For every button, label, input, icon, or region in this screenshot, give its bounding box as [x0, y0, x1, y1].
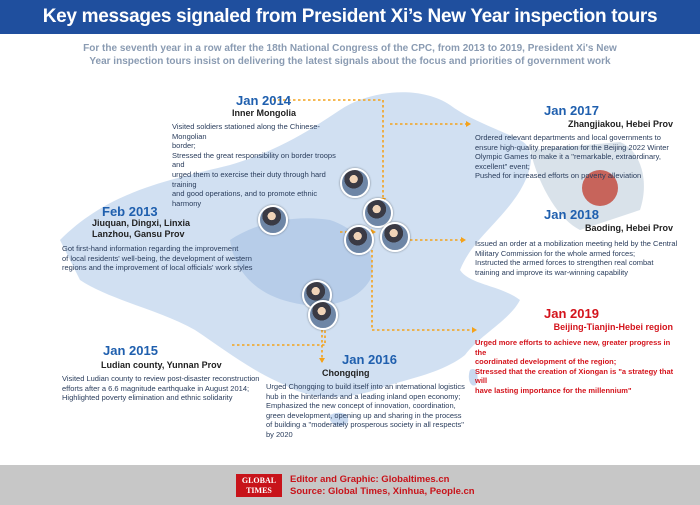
event-description: Issued an order at a mobilization meeting held by the Central Military Commission for the whole armed forces; Instructed the armed forces to strengthen real combat training and improve its war-winning capability [475, 239, 678, 277]
footer [0, 465, 700, 505]
photo-gansu [258, 205, 288, 235]
photo-beijing-tianjin-hebei [380, 222, 410, 252]
subtitle [60, 42, 640, 68]
event-date: Jan 2019 [544, 306, 599, 321]
timeline-map [0, 70, 700, 465]
subtitle-line: For the seventh year in a row after the 18th National Congress of the CPC, from 2013 to 2019, President Xi's New [83, 43, 617, 54]
event-description: Visited Ludian county to review post-disaster reconstruction efforts after a 6.6 magnitude earthquake in August 2014; Highlighted poverty elimination and ethnic solidarity [62, 374, 260, 403]
event-place: Inner Mongolia [232, 108, 296, 118]
global-times-logo: GLOBAL TIMES [236, 474, 282, 497]
event-place: Baoding, Hebei Prov [584, 223, 673, 233]
photo-baoding [344, 225, 374, 255]
event-date: Jan 2016 [342, 352, 397, 367]
event-date: Jan 2018 [544, 207, 599, 222]
event-place: Ludian county, Yunnan Prov [101, 360, 222, 370]
event-place: Zhangjiakou, Hebei Prov [567, 119, 673, 129]
editor-credit: Editor and Graphic: Globaltimes.cn [290, 474, 450, 485]
event-date: Jan 2014 [236, 93, 291, 108]
photo-inner-mongolia [340, 168, 370, 198]
event-date: Feb 2013 [102, 204, 158, 219]
subtitle-line: Year inspection tours insist on delivering the latest signals about the focus and priorities of government work [89, 56, 611, 67]
event-description: Urged more efforts to achieve new, greater progress in the coordinated development of the region; Stressed that the creation of Xiongan is "a strategy that will have lasting importance for the millennium" [475, 338, 674, 395]
event-date: Jan 2015 [103, 343, 158, 358]
event-description: Got first-hand information regarding the improvement of local residents' well-being, the development of western regions and the improvement of local officials' work styles [62, 244, 253, 273]
event-description: Urged Chongqing to build itself into an international logistics hub in the hinterlands and a leading inland open economy; Emphasized the new concept of innovation, coordination, green development, opening up and sharing in the process of building a "moderately prosperous society in all respects" by 2020 [266, 382, 465, 439]
event-place: Beijing-Tianjin-Hebei region [553, 322, 673, 332]
source-credit: Source: Global Times, Xinhua, People.cn [290, 486, 475, 497]
event-date: Jan 2017 [544, 103, 599, 118]
event-place: Lanzhou, Gansu Prov [92, 229, 185, 239]
event-description: Ordered relevant departments and local governments to ensure high-quality preparation for the Beijing 2022 Winter Olympic Games to make it a "remarkable, extraordinary, excellent" event; Pushed for increased efforts on poverty alleviation [475, 133, 669, 181]
event-place: Jiuquan, Dingxi, Linxia [92, 218, 191, 228]
page-title: Key messages signaled from President Xi’s New Year inspection tours [0, 0, 700, 34]
event-place: Chongqing [322, 368, 370, 378]
event-description: Visited soldiers stationed along the Chinese-Mongolian border; Stressed the great responsibility on border troops and urged them to exercise their duty through hard training and good operations, and to promote ethnic harmony [172, 122, 336, 208]
photo-chongqing [308, 300, 338, 330]
